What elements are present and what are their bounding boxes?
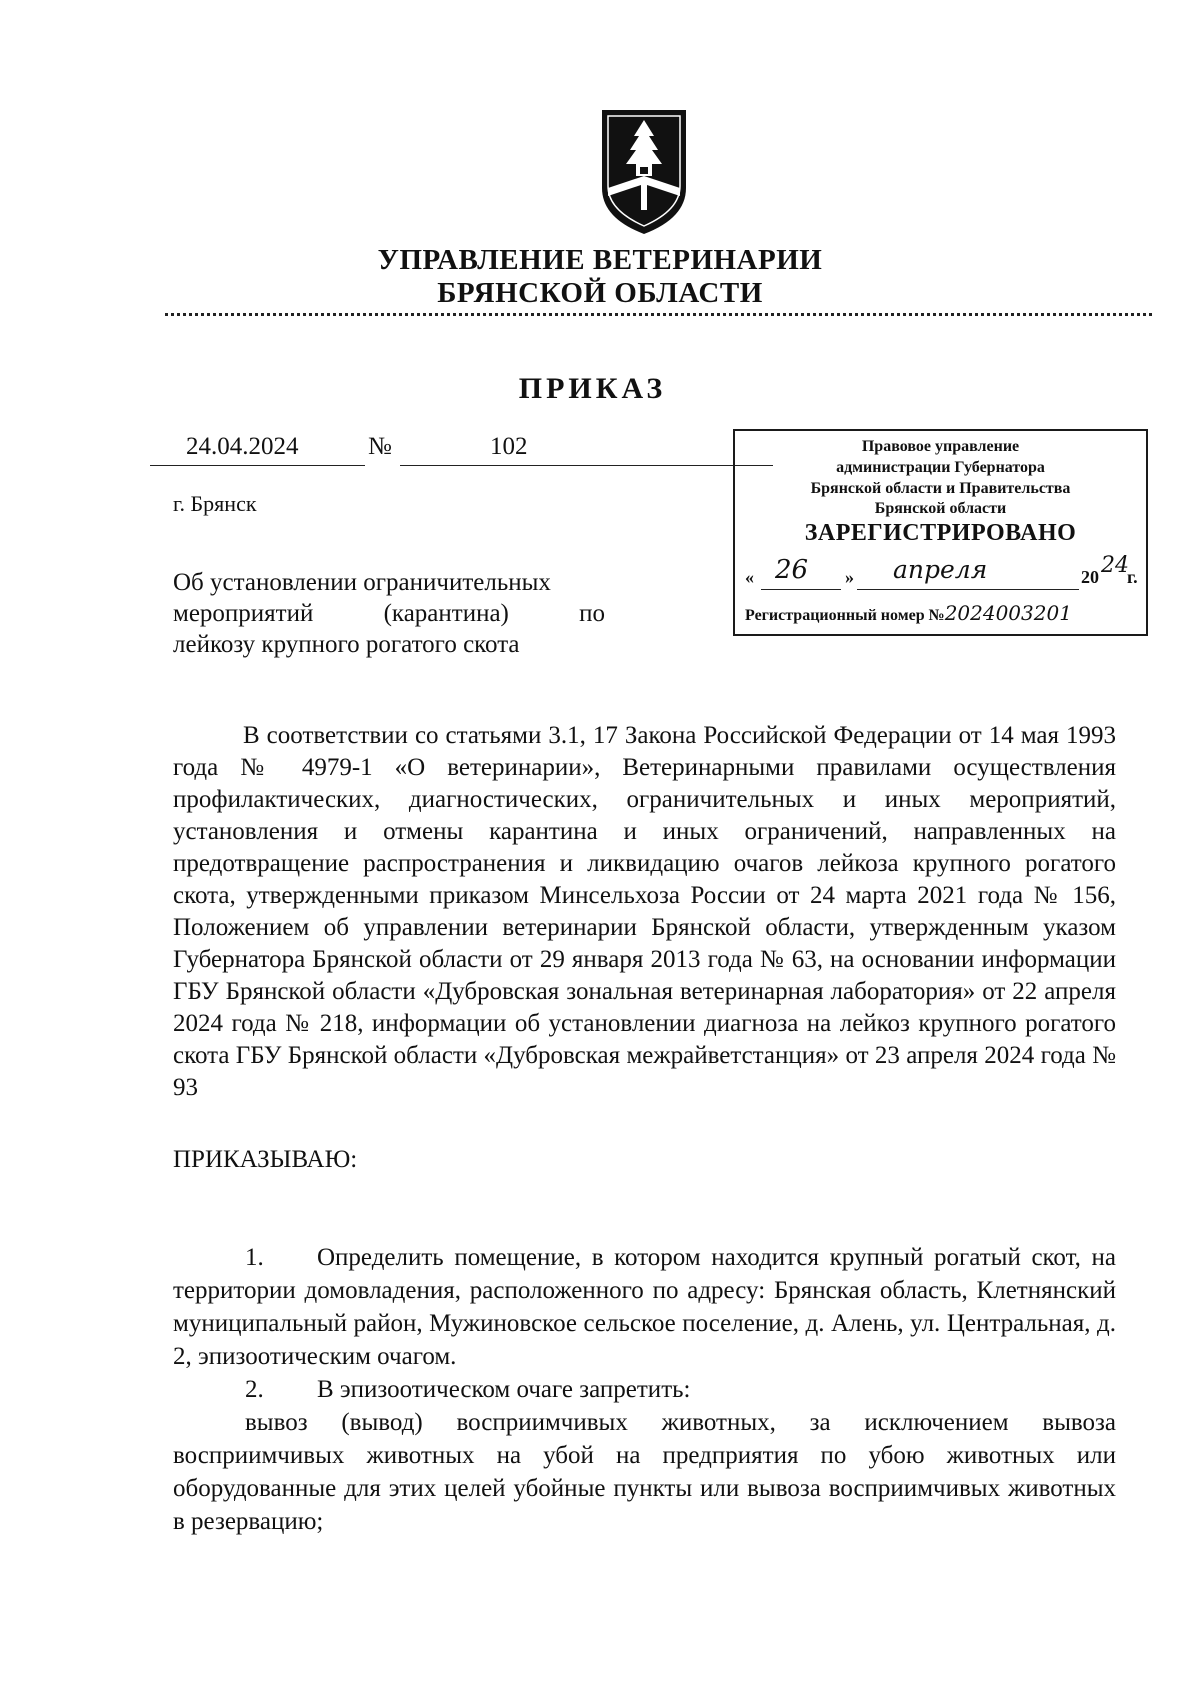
org-name-line2: БРЯНСКОЙ ОБЛАСТИ bbox=[437, 277, 763, 309]
header-divider bbox=[165, 313, 1152, 316]
stamp-day: 26 bbox=[775, 555, 809, 585]
stamp-year-prefix: 20 bbox=[1081, 567, 1099, 587]
subject-line: мероприятий (карантина) по bbox=[173, 600, 605, 627]
order-item-1 bbox=[173, 1241, 1116, 1373]
number-underline bbox=[400, 465, 773, 466]
stamp-line: Правовое управление bbox=[861, 438, 1020, 455]
item-number: 2. bbox=[245, 1376, 264, 1403]
stamp-month: апреля bbox=[893, 555, 988, 584]
stamp-year-end: г. bbox=[1127, 567, 1138, 587]
coat-of-arms-icon bbox=[594, 106, 694, 238]
number-sign: № bbox=[368, 433, 392, 460]
subject-line: лейкозу крупного рогатого скота bbox=[173, 631, 520, 658]
doc-number: 102 bbox=[490, 433, 528, 460]
date-underline bbox=[150, 465, 365, 466]
item-text: В эпизоотическом очаге запретить: bbox=[317, 1376, 691, 1403]
doc-subject bbox=[173, 567, 605, 660]
item-number: 1. bbox=[245, 1244, 264, 1271]
doc-city: г. Брянск bbox=[173, 491, 257, 516]
item-text: Определить помещение, в котором находится крупный рогатый скот, на территории домовладения, расположенного по адресу: Брянская область, Клетнянский муниципальный район, Мужиновское сельское поселение, д. Алень, ул. Центральная, д. 2, эпизоотическим очагом. bbox=[173, 1244, 1116, 1370]
doc-title: ПРИКАЗ bbox=[518, 372, 667, 405]
stamp-line: Брянской области bbox=[874, 500, 1007, 517]
orders-word: ПРИКАЗЫВАЮ: bbox=[173, 1146, 358, 1173]
stamp-status: ЗАРЕГИСТРИРОВАНО bbox=[804, 520, 1077, 546]
order-item-2-sub: вывоз (вывод) восприимчивых животных, за исключением вывоза восприимчивых животных на убой на предприятия по убою животных или оборудованные для этих целей убойные пункты или вывоза восприимчивых животных в резервацию; bbox=[173, 1409, 1116, 1535]
subject-line: Об установлении ограничительных bbox=[173, 569, 551, 596]
stamp-line: администрации Губернатора bbox=[836, 459, 1045, 476]
order-item-2 bbox=[173, 1373, 1116, 1406]
stamp-date-row: « 26 » апреля 20 24 г. bbox=[745, 559, 1138, 591]
stamp-reg-number: 2024003201 bbox=[944, 601, 1072, 625]
stamp-reg bbox=[745, 601, 1072, 625]
order-items bbox=[173, 1241, 1116, 1538]
org-name-line1: УПРАВЛЕНИЕ ВЕТЕРИНАРИИ bbox=[377, 244, 823, 276]
stamp-line: Брянской области и Правительства bbox=[810, 480, 1071, 497]
doc-date: 24.04.2024 bbox=[186, 433, 299, 460]
stamp-reg-label: Регистрационный номер № bbox=[745, 607, 945, 624]
preamble-paragraph: В соответствии со статьями 3.1, 17 Закона Российской Федерации от 14 мая 1993 года № 4979-1 «О ветеринарии», Ветеринарными правилами осуществления профилактических, диагностических, ограничительных и иных мероприятий, установления и отмены карантина и иных ограничений, направленных на предотвращение распространения и ликвидацию очагов лейкоза крупного рогатого скота, утвержденными приказом Минсельхоза России от 24 марта 2021 года № 156, Положением об управлении ветеринарии Брянской области, утвержденным указом Губернатора Брянской области от 29 января 2013 года № 63, на основании информации ГБУ Брянской области «Дубровская зональная ветеринарная лаборатория» от 22 апреля 2024 года № 218, информации об установлении диагноза на лейкоз крупного рогатого скота ГБУ Брянской области «Дубровская межрайветстанция» от 23 апреля 2024 года № 93 bbox=[173, 722, 1116, 1101]
registration-stamp bbox=[733, 429, 1148, 636]
stamp-year-suffix: 24 bbox=[1101, 553, 1129, 578]
